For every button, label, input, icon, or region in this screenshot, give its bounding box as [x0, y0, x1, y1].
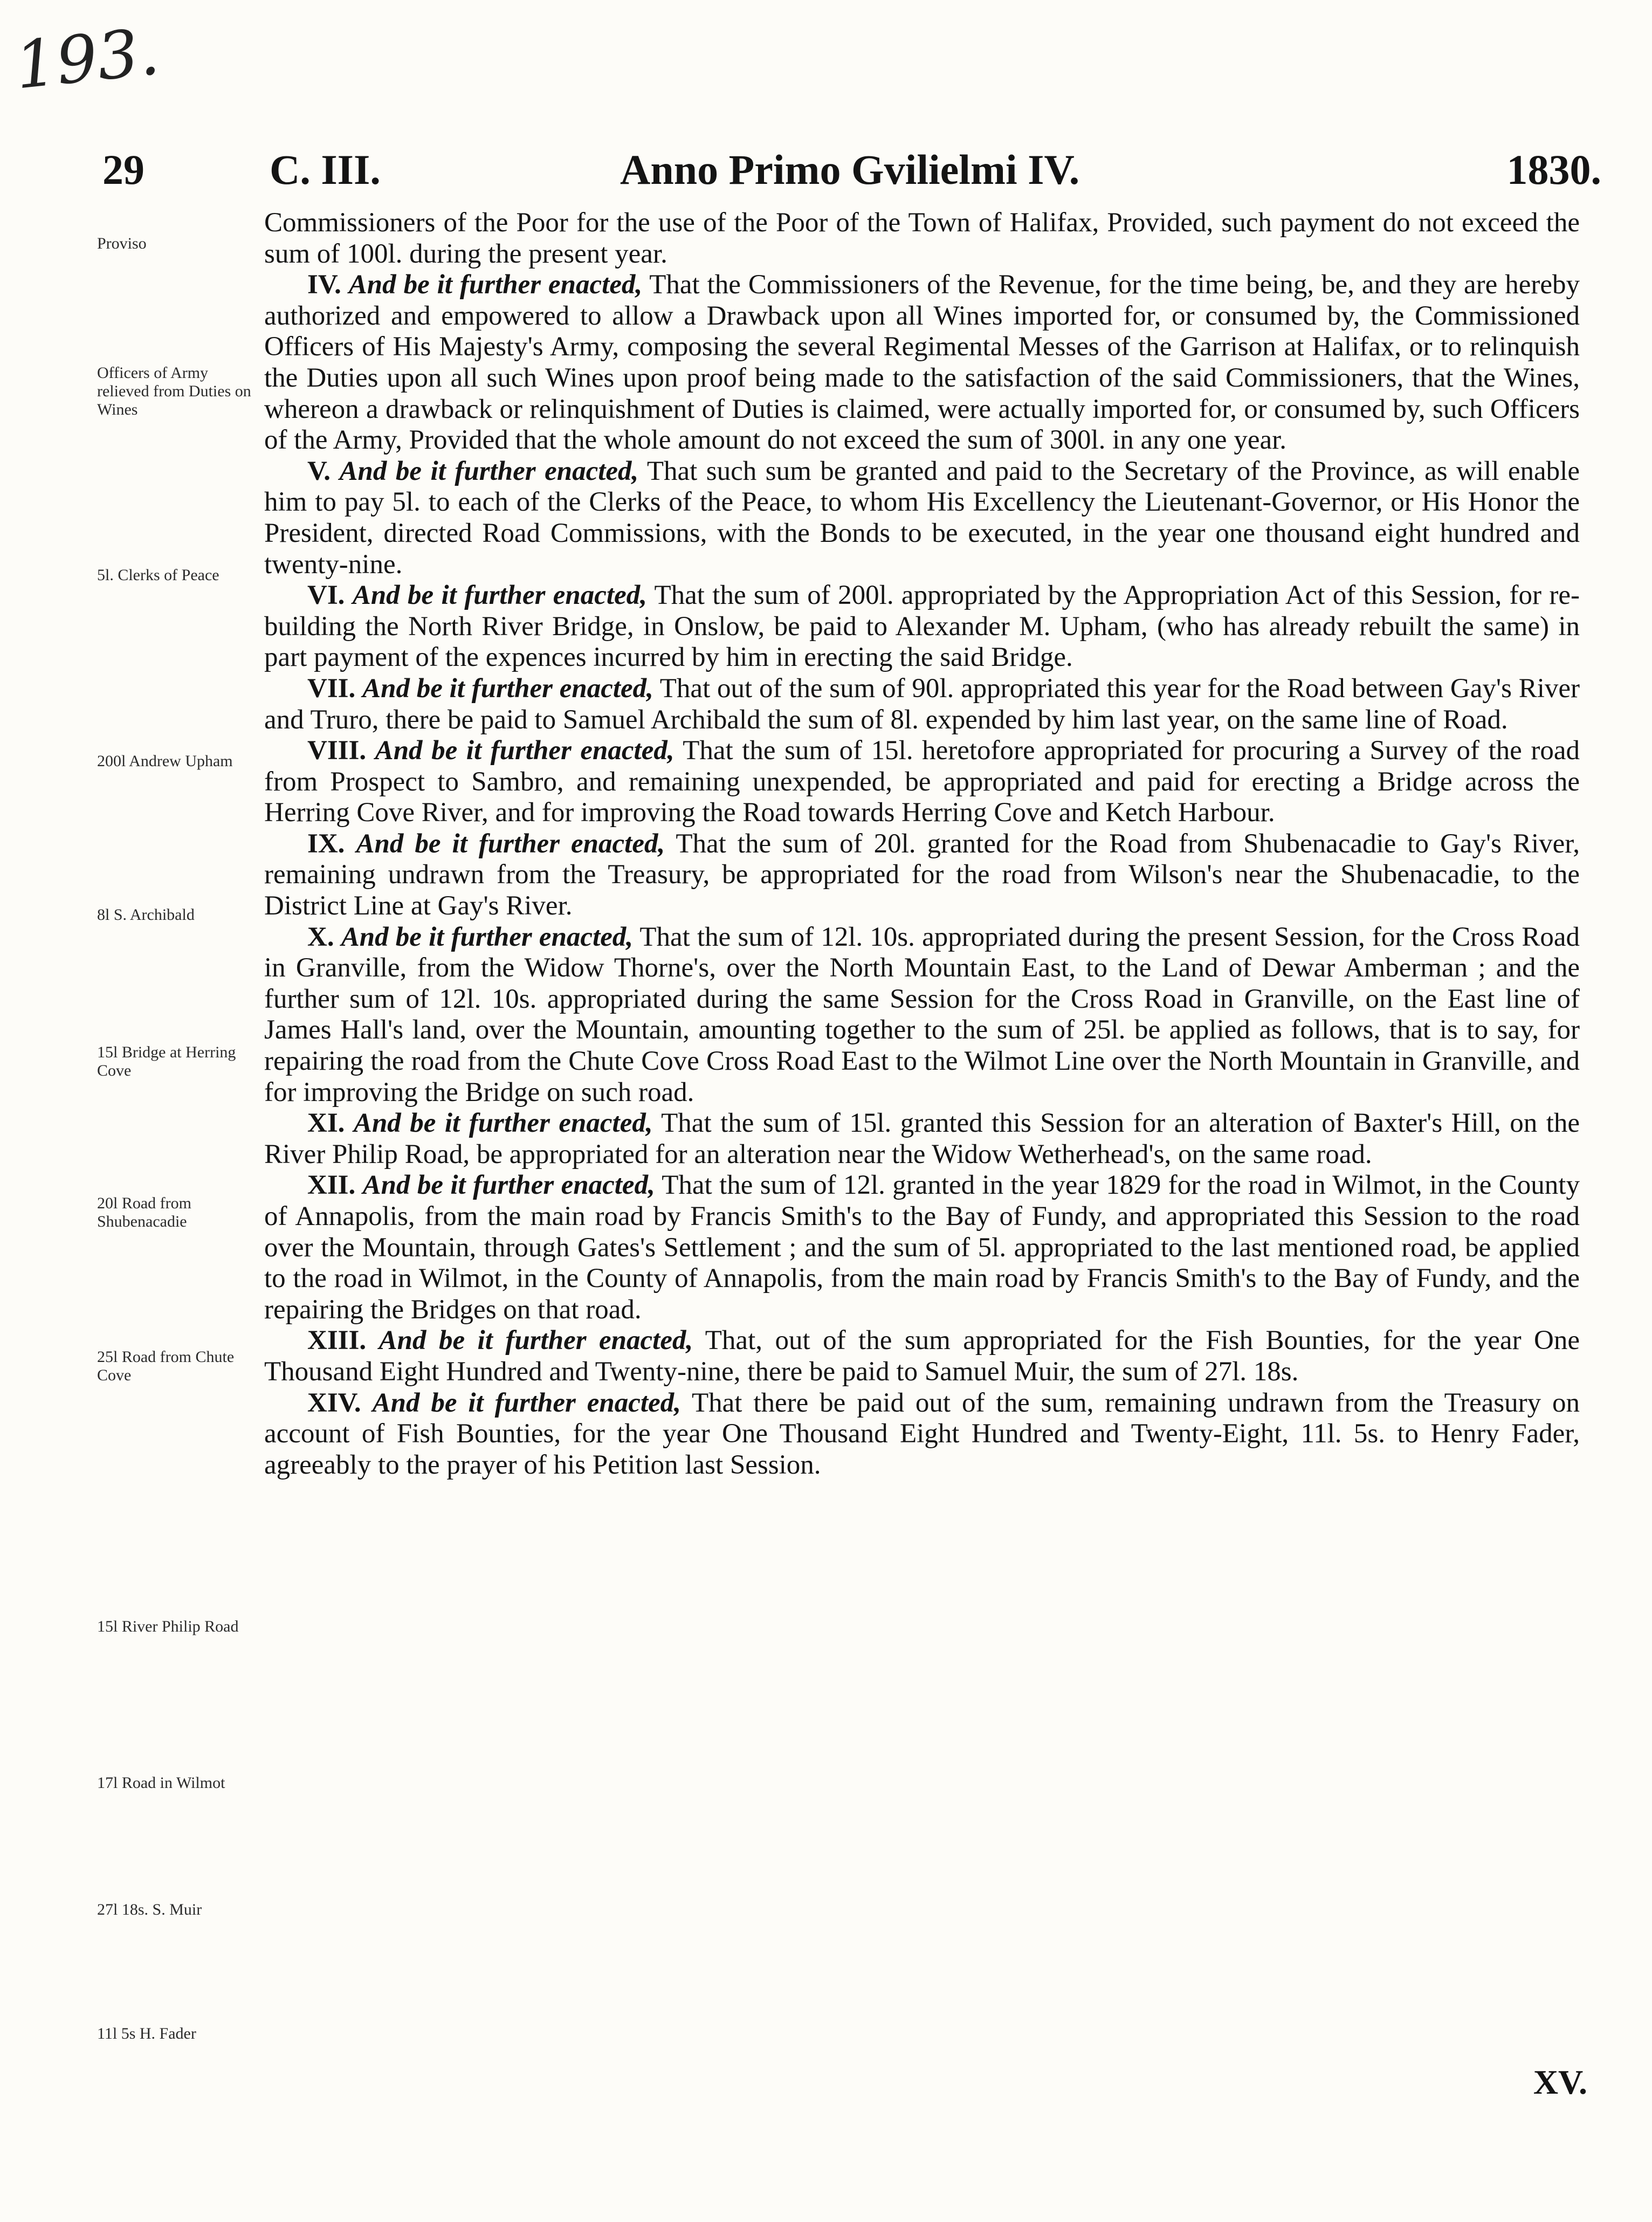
section-text: That the sum of 200l. appropriated by the Appropriation Act of this Session, for re-building the North River Bridge, in Onslow, be paid to Alexander M. Upham, (who has already rebuilt the same) in part payment of the expences incurred by him in erecting the said Bridge.: [264, 580, 1580, 673]
page-number: 29: [102, 146, 144, 193]
section-paragraph: [264, 208, 1580, 270]
section-paragraph: [264, 456, 1580, 580]
body-text: [264, 208, 1580, 1481]
section-text: That the sum of 15l. heretofore appropriated for procuring a Survey of the road from Prospect to Sambro, and remaining unexpended, be appropriated and paid for erecting a Bridge across the Herring Cove River, and for improving the Road towards Herring Cove and Ketch Harbour.: [264, 735, 1580, 828]
section-paragraph: [264, 1108, 1580, 1170]
running-title: Anno Primo Gvilielmi IV.: [620, 146, 1080, 193]
section-paragraph: [264, 922, 1580, 1109]
section-number: XII.: [307, 1170, 356, 1201]
section-number: IV.: [307, 270, 341, 300]
section-number: IX.: [307, 828, 345, 859]
section-number: VI.: [307, 580, 345, 611]
section-text: Commissioners of the Poor for the use of the Poor of the Town of Halifax, Provided, such payment do not exceed the sum of 100l. during the present year.: [264, 208, 1580, 269]
enacting-clause: And be it further enacted,: [362, 673, 653, 704]
section-paragraph: [264, 735, 1580, 829]
margin-note: 27l 18s. S. Muir: [97, 1901, 202, 1918]
enacting-clause: And be it further enacted,: [353, 1108, 653, 1139]
section-number: VII.: [307, 673, 356, 704]
section-number: VIII.: [307, 735, 367, 766]
section-paragraph: [264, 1388, 1580, 1481]
section-number: X.: [307, 921, 334, 952]
handwritten-folio-number: 193.: [11, 14, 163, 104]
running-header: [102, 146, 1601, 205]
margin-note: 8l S. Archibald: [97, 906, 195, 924]
enacting-clause: And be it further enacted,: [339, 456, 639, 486]
section-paragraph: [264, 1325, 1580, 1387]
section-paragraph: [264, 829, 1580, 922]
section-paragraph: [264, 673, 1580, 735]
section-text: That the sum of 12l. 10s. appropriated during the present Session, for the Cross Road in Granville, from the Widow Thorne's, over the North Mountain East, to the Land of Dewar Amberman ; and the further sum of 12l. 10s. appropriated during the same Session for the Cross Road in Granville, on the East line of James Hall's land, over the Mountain, amounting together to the sum of 25l. be applied as follows, that is to say, for repairing the road from the Chute Cove Cross Road East to the Wilmot Line over the North Mountain in Granville, and for improving the Bridge on such road.: [264, 921, 1580, 1107]
section-number: XIII.: [307, 1325, 367, 1356]
enacting-clause: And be it further enacted,: [372, 1387, 681, 1418]
section-paragraph: [264, 580, 1580, 673]
enacting-clause: And be it further enacted,: [348, 270, 643, 300]
enacting-clause: And be it further enacted,: [356, 828, 665, 859]
margin-note: 15l River Philip Road: [97, 1618, 239, 1635]
section-text: That the Commissioners of the Revenue, for the time being, be, and they are hereby authorized and empowered to allow a Drawback upon all Wines imported for, or consumed by, the Commissioned Officers of His Majesty's Army, composing the several Regimental Messes of the Garrison at Halifax, or to relinquish the Duties upon all such Wines upon proof being made to the satisfaction of the said Commissioners, that the Wines, whereon a drawback or relinquishment of Duties is claimed, were actually imported for, or consumed by, such Officers of the Army, Provided that the whole amount do not exceed the sum of 300l. in any one year.: [264, 270, 1580, 456]
enacting-clause: And be it further enacted,: [341, 921, 634, 952]
section-text: That, out of the sum appropriated for the Fish Bounties, for the year One Thousand Eight Hundred and Twenty-nine, there be paid to Samuel Muir, the sum of 27l. 18s.: [264, 1325, 1580, 1387]
section-text: That the sum of 12l. granted in the year 1829 for the road in Wilmot, in the County of Annapolis, from the main road by Francis Smith's to the Bay of Fundy, and appropriated this Session to the road over the Mountain, through Gates's Settlement ; and the sum of 5l. appropriated to the last mentioned road, be applied to the road in Wilmot, in the County of Annapolis, from the main road by Francis Smith's to the Bay of Fundy, and the repairing the Bridges on that road.: [264, 1170, 1580, 1325]
section-text: That out of the sum of 90l. appropriated this year for the Road between Gay's River and Truro, there be paid to Samuel Archibald the sum of 8l. expended by him last year, on the same line of Road.: [264, 673, 1580, 735]
section-number: V.: [307, 456, 331, 486]
section-text: That such sum be granted and paid to the Secretary of the Province, as will enable him to pay 5l. to each of the Clerks of the Peace, to whom His Excellency the Lieutenant-Governor, or His Honor the President, directed Road Commissions, with the Bonds to be executed, in the year one thousand eight hundred and twenty-nine.: [264, 456, 1580, 580]
chapter-number: C. III.: [270, 146, 381, 193]
margin-note: 11l 5s H. Fader: [97, 2025, 196, 2042]
section-text: That the sum of 15l. granted this Session for an alteration of Baxter's Hill, on the River Philip Road, be appropriated for an alteration near the Widow Wetherhead's, on the same road.: [264, 1108, 1580, 1170]
enacting-clause: And be it further enacted,: [375, 735, 674, 766]
margin-note: 200l Andrew Upham: [97, 752, 233, 770]
section-paragraph: [264, 1170, 1580, 1325]
enacting-clause: And be it further enacted,: [352, 580, 647, 611]
section-number: XI.: [307, 1108, 345, 1139]
section-text: That the sum of 20l. granted for the Road from Shubenacadie to Gay's River, remaining undrawn from the Treasury, be appropriated for the road from Wilson's near the Shubenacadie, to the District Line at Gay's River.: [264, 828, 1580, 921]
catchword: XV.: [1533, 2063, 1587, 2101]
header-year: 1830.: [1506, 146, 1601, 193]
section-paragraph: [264, 270, 1580, 456]
margin-note: 17l Road in Wilmot: [97, 1774, 225, 1792]
margin-note: 15l Bridge at Herring Cove: [97, 1043, 236, 1079]
margin-note: 20l Road from Shubenacadie: [97, 1194, 191, 1230]
enacting-clause: And be it further enacted,: [362, 1170, 655, 1201]
margin-note: 5l. Clerks of Peace: [97, 566, 219, 584]
enacting-clause: And be it further enacted,: [378, 1325, 693, 1356]
margin-note: Officers of Army relieved from Duties on Wines: [97, 364, 251, 418]
section-number: XIV.: [307, 1387, 361, 1418]
section-text: That there be paid out of the sum, remaining undrawn from the Treasury on account of Fish Bounties, for the year One Thousand Eight Hundred and Twenty-Eight, 11l. 5s. to Henry Fader, agreeably to the prayer of his Petition last Session.: [264, 1387, 1580, 1480]
margin-note: Proviso: [97, 235, 147, 252]
margin-note: 25l Road from Chute Cove: [97, 1348, 235, 1384]
